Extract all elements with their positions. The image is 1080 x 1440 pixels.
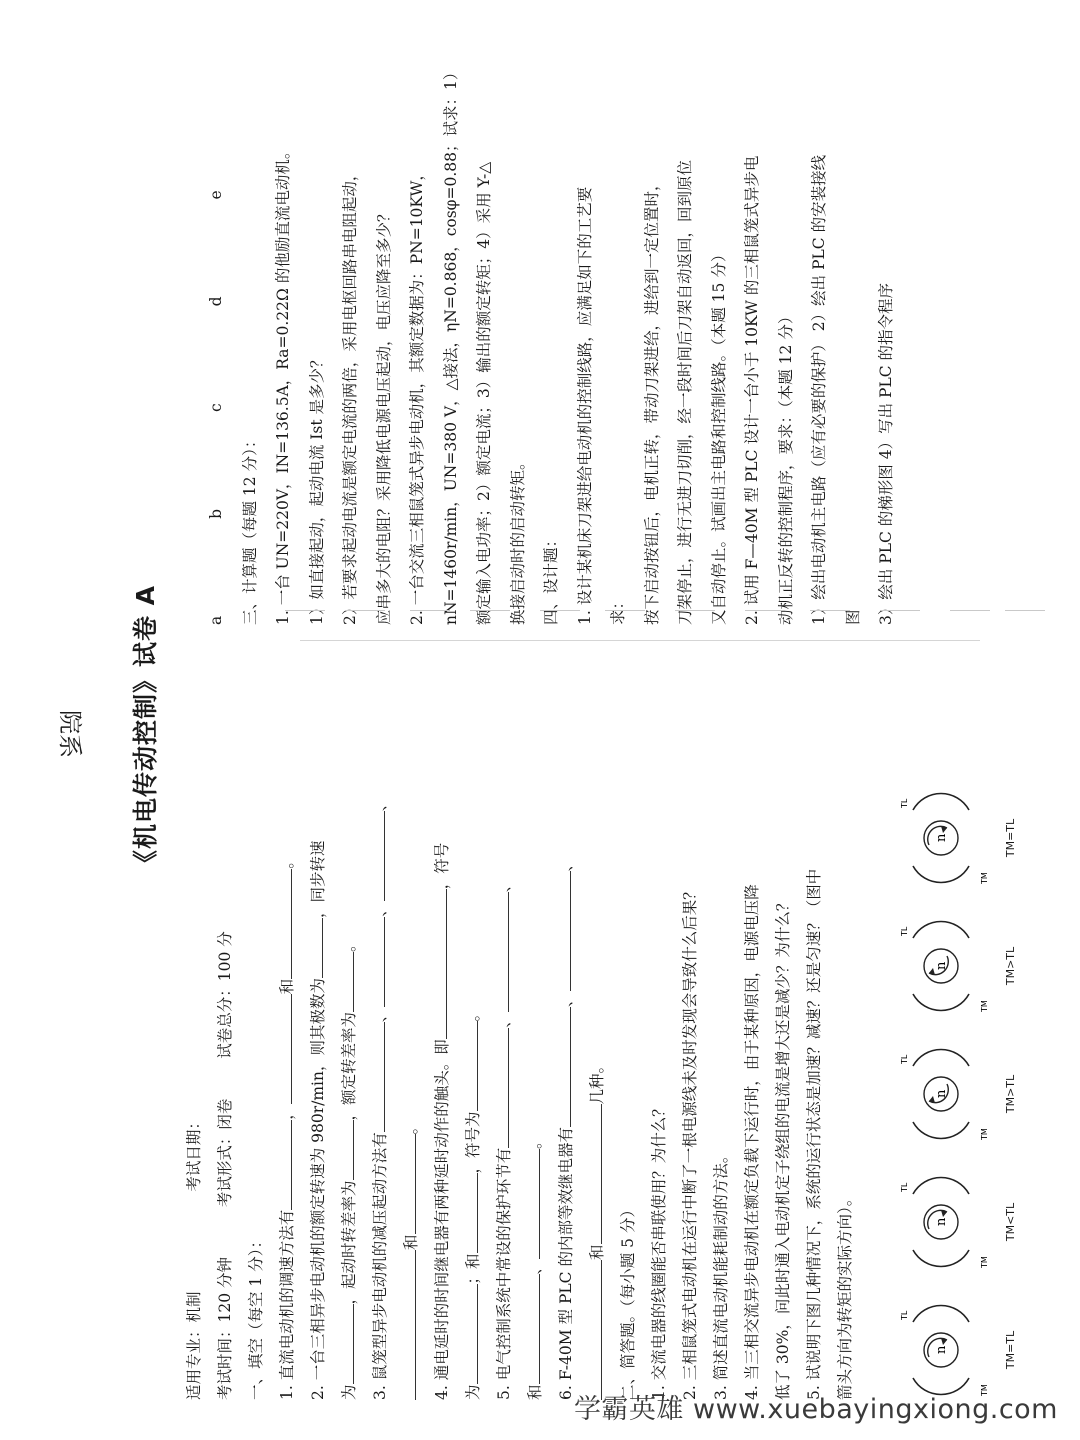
design-line-1: 1. 设计某机床刀架进给电动机的控制线路，应满足如下的工艺要 (575, 186, 594, 625)
fill-q4: 4. 通电延时的时间继电器有两种延时动作的触头。即，符号 (427, 60, 458, 1400)
fill-q3b: 和。 (396, 60, 427, 1400)
svg-text:TL: TL (900, 1054, 909, 1064)
design-line-8: 1）绘出电动机主电路（应有必要的保护） 2）绘出 PLC 的安装接线 (810, 154, 828, 625)
motor-diagram-3 (883, 1044, 1017, 1144)
calc-line-5: 2. 一台交流三相鼠笼式异步电动机，其额定数据为：PN=10KW， (408, 165, 426, 625)
calc-line-7: 额定输入电功率；2）额定电流；3）输出的额定转矩；4）采用 Y-△ (475, 161, 493, 625)
exam-date-text: 考试日期： (185, 1114, 203, 1192)
short-q1: 1. 交流电器的线圈能否串联使用？为什么？ (650, 1101, 668, 1400)
motor-diagram-label: TM=TL (1004, 818, 1017, 858)
svg-text:TM: TM (980, 1000, 989, 1012)
fill-q3: 3. 鼠笼型异步电动机的减压起动方法有、、、 (365, 60, 396, 1400)
short-q2: 2. 三相鼠笼式电动机在运行中断了一根电源线未及时发现会导致什么后果？ (681, 884, 699, 1400)
binding-strip (0, 690, 280, 1290)
letter-e: e (207, 190, 225, 200)
calc-line-8: 换接启动时的启动转矩。 (508, 454, 527, 625)
design-line-5: 又自动停止。试画出主电路和控制线路。（本题 15 分） (709, 246, 728, 625)
right-column (200, 64, 895, 625)
motor-diagram-2 (883, 1172, 1017, 1272)
calc-line-1: 1. 一台 UN=220V，IN=136.5A，Ra=0.22Ω 的他励直流电动机。 (274, 143, 292, 625)
svg-text:TM: TM (980, 1384, 989, 1396)
svg-text:n: n (934, 1089, 949, 1098)
motor-diagram-4 (883, 916, 1017, 1016)
letter-a: a (207, 615, 225, 625)
short-q3: 3. 简述直流电动机能耗制动的方法。 (712, 1147, 730, 1400)
short-q4-cont: 低了 30%，问此时通入电动机定子绕组的电流是增大还是减少？为什么？ (774, 895, 792, 1400)
watermark: 学霸英雄 www.xuebayingxiong.com (573, 1394, 1058, 1425)
motor-diagram-label: TM<TL (1004, 1202, 1017, 1242)
fill-q6: 6. F-40M 型 PLC 的内部等效继电器有、、 (551, 60, 582, 1400)
motor-sketch (883, 1300, 993, 1400)
motor-sketch (883, 916, 993, 1016)
motor-diagram-1 (883, 1300, 1017, 1400)
department-label: 院系 (56, 710, 84, 758)
design-line-6: 2. 试用 F—40M 型 PLC 设计一台小于 10KW 的三相鼠笼式异步电 (743, 155, 761, 625)
fill-q2b: 为，起动时转差率为，额定转差率为。 (334, 60, 365, 1400)
fill-q6b: 和几种。 (582, 60, 613, 1400)
motor-sketch (883, 788, 993, 888)
svg-text:TM: TM (980, 872, 989, 884)
svg-text:TM: TM (980, 1256, 989, 1268)
calc-line-4: 应串多大的电阻？采用降低电源电压起动，电压应降至多少？ (374, 206, 393, 625)
short-q5: 5. 试说明下图几种情况下，系统的运行状态是加速？减速？还是匀速？（图中 (805, 868, 823, 1400)
exam-title: 《机电传动控制》试卷 A (131, 584, 160, 876)
svg-text:TL: TL (900, 1182, 909, 1192)
exam-time-text: 考试时间：120 分钟 (216, 1256, 234, 1400)
design-line-2: 求： (609, 593, 627, 625)
fill-q4b: 为；和，符号为。 (458, 60, 489, 1400)
svg-text:TL: TL (900, 926, 909, 936)
letter-c: c (207, 403, 225, 412)
letter-b: b (207, 508, 225, 519)
design-line-3: 按下启动按钮后，电机正转，带动刀架进给，进给到一定位置时， (642, 175, 661, 625)
svg-text:TL: TL (900, 798, 909, 808)
svg-text:n: n (934, 833, 949, 842)
exam-form-text: 考试形式：闭卷 (216, 1098, 234, 1208)
major-text: 适用专业：机制 (185, 1291, 203, 1400)
motor-sketch (883, 1172, 993, 1272)
motor-sketch (883, 1044, 993, 1144)
motor-diagram-label: TM>TL (1004, 946, 1017, 986)
svg-text:n: n (934, 1345, 949, 1354)
design-line-10: 3）绘出 PLC 的梯形图 4）写出 PLC 的指令程序 (877, 282, 895, 625)
calc-line-2: 1）如直接起动，起动电流 Ist 是多少？ (307, 352, 326, 625)
fill-q1: 1. 直流电动机的调速方法有，和。 (272, 60, 303, 1400)
motor-diagram-label: TM=TL (1004, 1330, 1017, 1370)
motor-diagram-5 (883, 788, 1017, 888)
svg-text:TM: TM (980, 1128, 989, 1140)
total-score-text: 试卷总分：100 分 (216, 931, 234, 1059)
design-line-7: 动机正反转的控制程序，要求：（本题 12 分） (776, 308, 795, 625)
calc-line-6: nN=1460r/min，UN=380 V，△接法，ηN=0.868，cosφ=0.88；试求：1） (441, 64, 460, 625)
design-line-4: 刀架停止，进行无进刀切削，经一段时间后刀架自动返回，回到原位 (676, 159, 694, 625)
section4-heading: 四、设计题： (542, 531, 560, 625)
fill-q2: 2. 一台三相异步电动机的额定转速为 980r/min，则其极数为，同步转速 (303, 60, 334, 1400)
design-line-9: 图 (843, 609, 862, 625)
calc-line-3: 2）若要求起动电流是额定电流的两倍，采用电枢回路串电阻起动， (341, 165, 359, 625)
short-q4: 4. 当三相交流异步电动机在额定负载下运行时，由于某种原因，电源电压降 (743, 884, 761, 1400)
svg-text:TL: TL (900, 1310, 909, 1320)
diagram-letters (200, 65, 234, 625)
fill-q5: 5. 电气控制系统中常设的保护环节有、、 (489, 60, 520, 1400)
section1-heading: 一、填空（每空 1 分）： (247, 1233, 265, 1400)
short-q5-cont: 箭头方向为转矩的实际方向）。 (836, 1190, 854, 1400)
svg-text:n: n (934, 961, 949, 970)
svg-text:n: n (934, 1217, 949, 1226)
letter-d: d (207, 296, 225, 307)
motor-diagram-label: TM>TL (1004, 1074, 1017, 1114)
section3-heading: 三、计算题（每题 12 分）： (240, 432, 259, 625)
section2-heading: 二、简答题。（每小题 5 分） (619, 1202, 637, 1400)
fill-q5b: 和、。 (520, 60, 551, 1400)
